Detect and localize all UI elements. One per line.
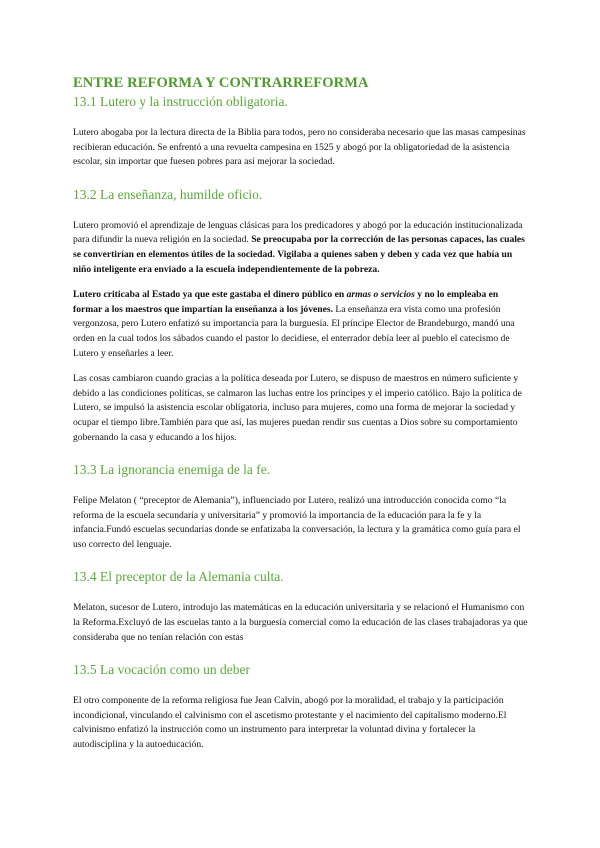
paragraph-13-5: El otro componente de la reforma religiosa fue Jean Calvin, abogó por la moralidad, el trabajo y la participación incondicional, vinculando el calvinismo con el ascetismo protestante y el nacimiento del capitalismo moderno.El calvinismo enfatizó la instrucción como un instrumento para interpretar la voluntad divina y fortalecer la autodisciplina y la autoeducación.: [73, 695, 507, 751]
paragraph-13-2-c: Las cosas cambiaron cuando gracias a la política deseada por Lutero, se dispuso de maestros en número suficiente y debido a las condiciones políticas, se calmaron las luchas entre los príncipes y el imperio católico. Bajo la política de Lutero, se impulsó la asistencia escolar obligatoria, incluso para mujeres, como una forma de mejorar la sociedad y ocupar el tiempo libre.También para que así, las mujeres puedan rendir sus cuentas a Dios sobre su comportamiento gobernando la casa y educando a los hijos.: [73, 373, 522, 443]
paragraph-bold-text: y no lo empleaba en formar a los maestros que impartían la enseñanza a los jóvenes.: [73, 289, 499, 315]
section-heading-13-2: 13.2 La enseñanza, humilde oficio.: [73, 186, 263, 202]
paragraph-text: Lutero promovió el aprendizaje de lenguas clásicas para los predicadores y abogó por la educación institucionalizada para difundir la nueva religión en la sociedad.: [73, 219, 523, 246]
section-heading-13-3: 13.3 La ignorancia enemiga de la fe.: [73, 462, 271, 478]
section-heading-13-1: 13.1 Lutero y la instrucción obligatoria.: [73, 94, 288, 109]
paragraph-13-4: Melaton, sucesor de Lutero, introdujo las matemáticas en la educación universitaria y se relacionó el Humanismo con la Reforma.Excluyó de las escuelas tanto a la burguesía comercial como la educación de las clases trabajadoras ya que consideraba que no tenían relación con estas: [73, 602, 528, 643]
paragraph-bold-italic-text: armas o servicios: [346, 289, 415, 301]
paragraph-13-2-b: [73, 288, 528, 361]
section-heading-13-5: 13.5 La vocación como un deber: [73, 662, 250, 678]
paragraph-text: La enseñanza era vista como una profesión vergonzosa, pero Lutero enfatizó su importancia para la burguesía. El príncipe Elector de Brandeburgo, mandó una orden en la cual todos los sábados cuando el pastor lo decidiese, el enterrador debía leer al pueblo el catecismo de Lutero y enseñarles a leer.: [73, 303, 515, 359]
paragraph-13-2-a: [73, 219, 528, 277]
document-title: ENTRE REFORMA Y CONTRARREFORMA: [73, 75, 369, 91]
paragraph-13-3: Felipe Melaton ( “preceptor de Alemania”), influenciado por Lutero, realizó una introducción conocida como “la reforma de la escuela secundaria y universitaria” y promovió la importancia de la educación para la fe y la infancia.Fundó escuelas secundarias donde se enfatizaba la conversación, la lectura y la gramática como guía para el uso correcto del lenguaje.: [73, 495, 521, 550]
paragraph-bold-text: Se preocupaba por la corrección de las personas capaces, las cuales se convertirían en elementos útiles de la sociedad. Vigilaba a quienes saben y deben y cada vez que había un niño inteligente era enviado a la escuela independientemente de la pobreza.: [73, 234, 525, 275]
paragraph-13-1: Lutero abogaba por la lectura directa de la Biblia para todos, pero no consideraba necesario que las masas campesinas recibieran educación. Se enfrentó a una revuelta campesina en 1525 y abogó por la obligatoriedad de la asistencia escolar, sin importar que fuesen pobres para así mejorar la sociedad.: [73, 127, 526, 168]
paragraph-bold-text: Lutero criticaba al Estado ya que este gastaba el dinero público en: [73, 289, 347, 301]
document-body: [73, 74, 528, 753]
section-heading-13-4: 13.4 El preceptor de la Alemania culta.: [73, 569, 284, 585]
